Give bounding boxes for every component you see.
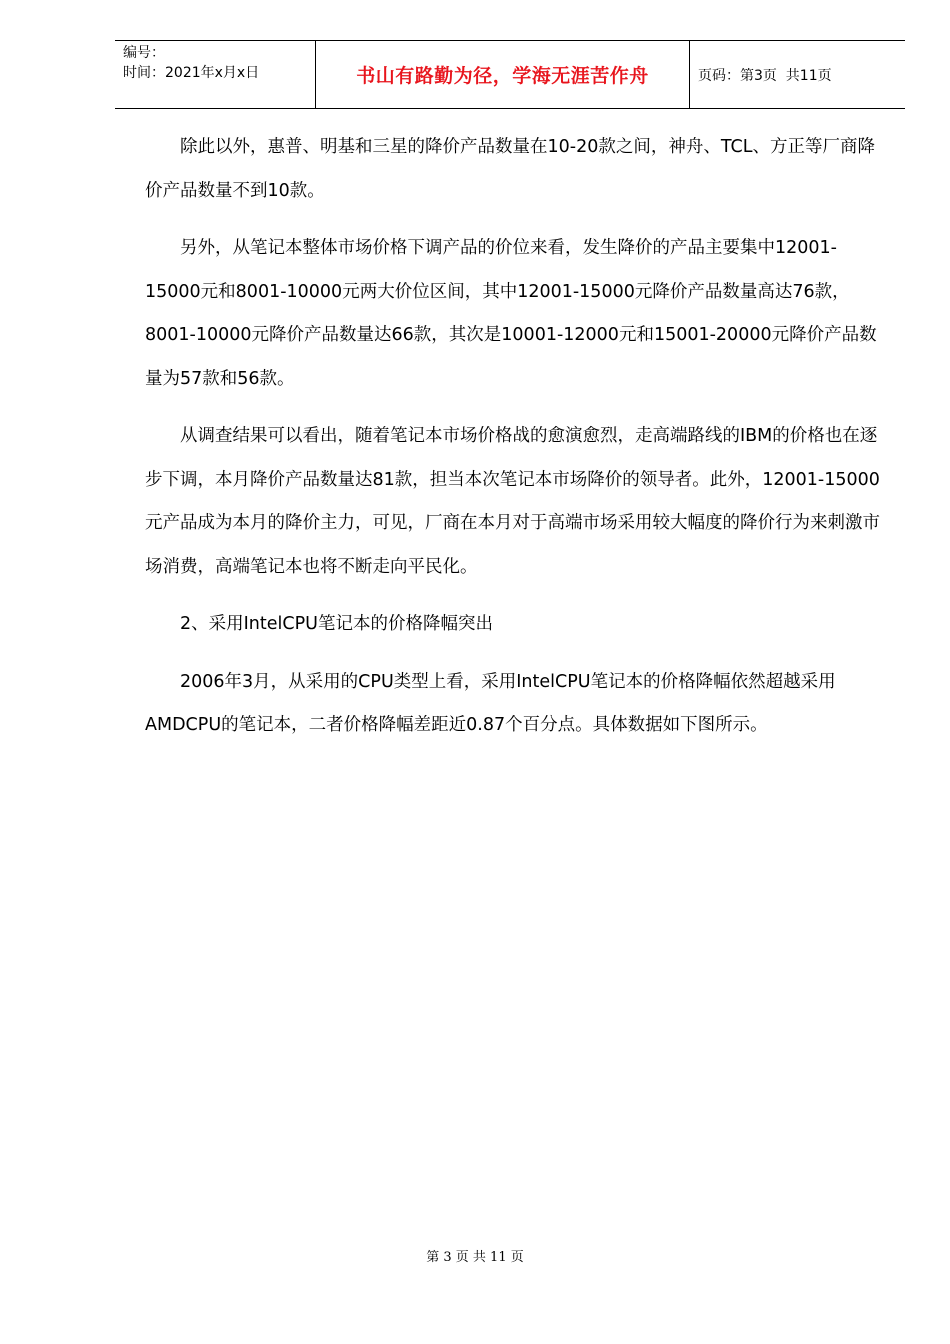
document-body (145, 126, 880, 762)
paragraph: 2006年3月，从采用的CPU类型上看，采用IntelCPU笔记本的价格降幅依然超越采用AMDCPU的笔记本，二者价格降幅差距近0.87个百分点。具体数据如下图所示。 (145, 671, 836, 735)
section-heading: 2、采用IntelCPU笔记本的价格降幅突出 (180, 614, 493, 634)
paragraph: 从调查结果可以看出，随着笔记本市场价格战的愈演愈烈，走高端路线的IBM的价格也在逐步下调，本月降价产品数量达81款，担当本次笔记本市场降价的领导者。此外，12001-15000元产品成为本月的降价主力，可见，厂商在本月对于高端市场采用较大幅度的降价行为来刺激市场消费，高端笔记本也将不断走向平民化。 (145, 426, 880, 577)
time-label: 时间：2021年x月x日 (123, 65, 260, 81)
code-label: 编号： (123, 45, 165, 61)
paragraph: 另外，从笔记本整体市场价格下调产品的价位来看，发生降价的产品主要集中12001-15000元和8001-10000元两大价位区间，其中12001-15000元降价产品数量高达76款，8001-10000元降价产品数量达66款，其次是10001-12000元和15001-20000元降价产品数量为57款和56款。 (145, 238, 877, 389)
header-motto: 书山有路勤为径，学海无涯苦作舟 (356, 65, 649, 87)
page-footer: 第 3 页 共 11 页 (426, 1250, 524, 1265)
header-meta (123, 43, 315, 83)
paragraph: 除此以外，惠普、明基和三星的降价产品数量在10-20款之间，神舟、TCL、方正等厂商降价产品数量不到10款。 (145, 137, 875, 201)
page-header (115, 40, 905, 109)
page-number-info: 页码：第3页 共11页 (698, 67, 832, 84)
